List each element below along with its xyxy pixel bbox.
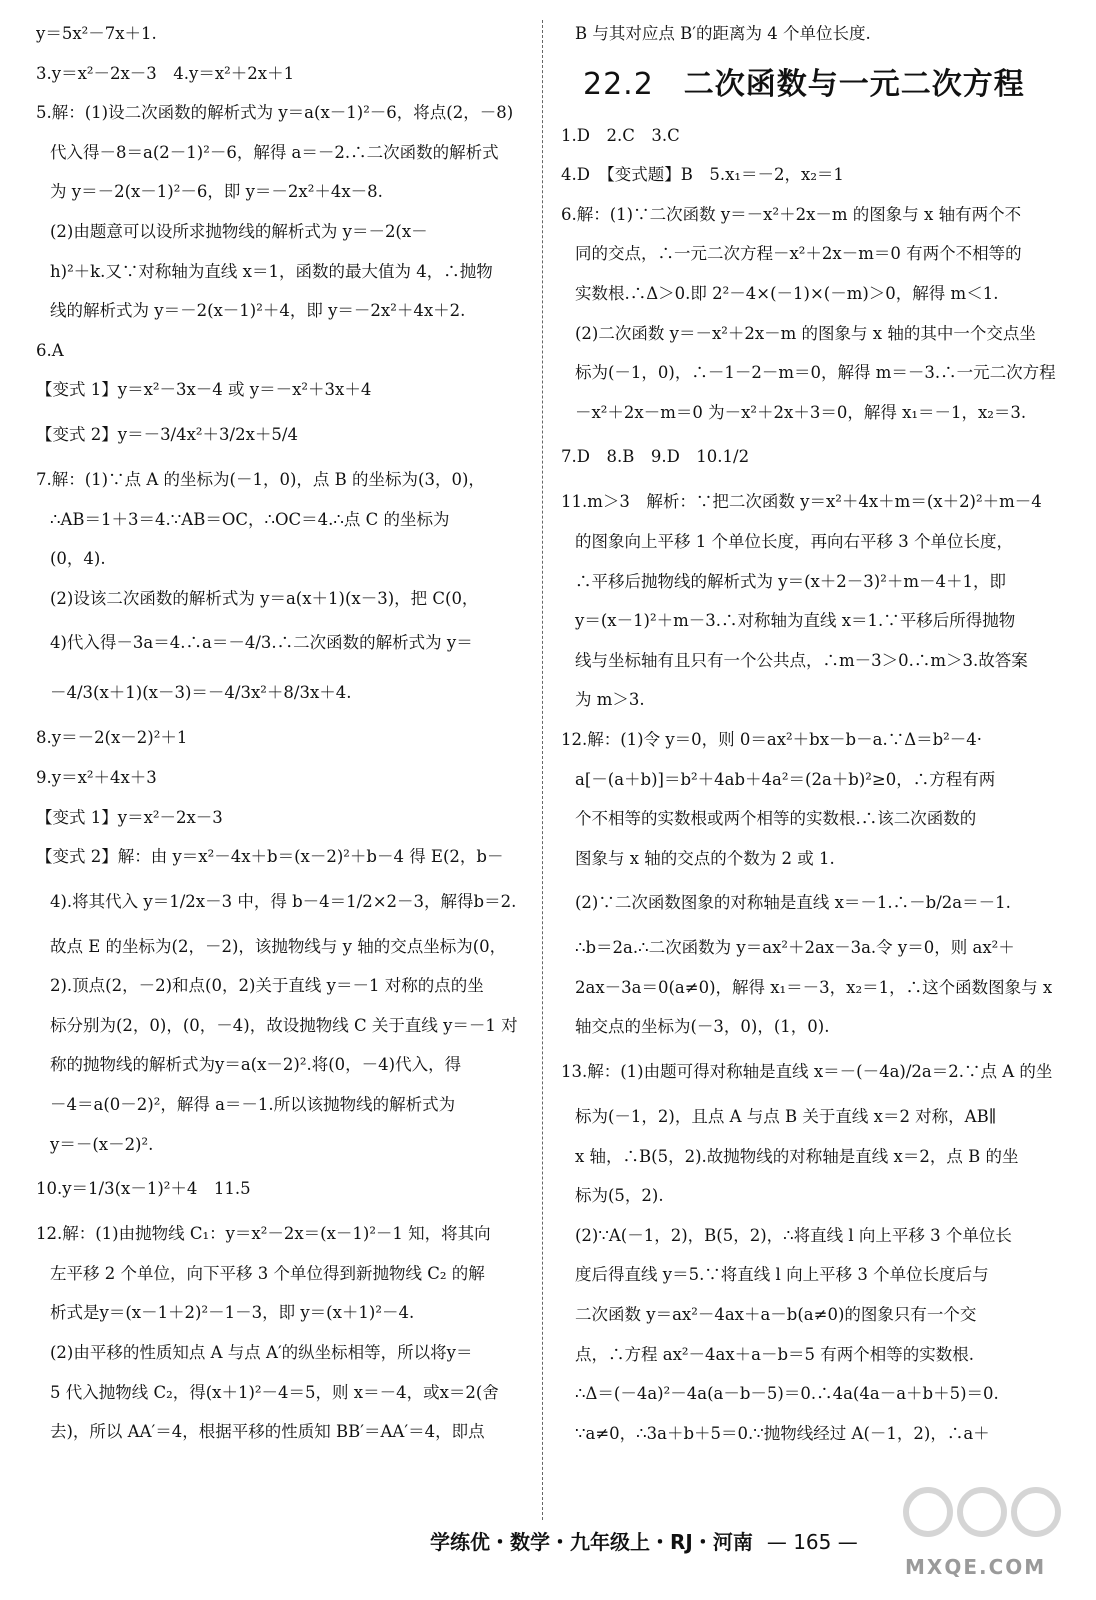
text-line: 度后得直线 y＝5.∵将直线 l 向上平移 3 个单位长度后与 bbox=[575, 1265, 989, 1285]
text-line: 标分别为(2，0)，(0，－4)，故设抛物线 C 关于直线 y＝－1 对 bbox=[50, 1015, 518, 1035]
text-line: 【变式 2】y＝－3/4x²＋3/2x＋5/4 bbox=[36, 424, 298, 444]
text-line: 6.A bbox=[36, 340, 64, 360]
text-line: 5 代入抛物线 C₂，得(x＋1)²－4＝5，则 x＝－4，或x＝2(舍 bbox=[50, 1382, 499, 1402]
text-line: 12.解：(1)令 y＝0，则 0＝ax²＋bx－b－a.∵Δ＝b²－4· bbox=[561, 729, 983, 749]
text-line: (2)由平移的性质知点 A 与点 A′的纵坐标相等，所以将y＝ bbox=[50, 1343, 473, 1363]
text-line: 4).将其代入 y＝1/2x－3 中，得 b－4＝1/2×2－3，解得b＝2. bbox=[50, 891, 517, 911]
text-line: 个不相等的实数根或两个相等的实数根.∴该二次函数的 bbox=[575, 809, 977, 829]
text-line: x 轴，∴B(5，2).故抛物线的对称轴是直线 x＝2，点 B 的坐 bbox=[575, 1146, 1019, 1166]
text-line: (2)由题意可以设所求抛物线的解析式为 y＝－2(x－ bbox=[50, 221, 428, 241]
text-line: 为 m＞3. bbox=[575, 690, 645, 710]
text-line: －4/3(x＋1)(x－3)＝－4/3x²＋8/3x＋4. bbox=[50, 683, 352, 703]
text-line: 同的交点，∴一元二次方程－x²＋2x－m＝0 有两个不相等的 bbox=[575, 244, 1022, 264]
text-line: 去)，所以 AA′＝4，根据平移的性质知 BB′＝AA′＝4，即点 bbox=[50, 1422, 485, 1442]
text-line: －x²＋2x－m＝0 为－x²＋2x＋3＝0，解得 x₁＝－1，x₂＝3. bbox=[575, 402, 1027, 422]
text-line: ∴b＝2a.∴二次函数为 y＝ax²＋2ax－3a.令 y＝0，则 ax²＋ bbox=[575, 938, 1015, 958]
text-line: ∴Δ＝(－4a)²－4a(a－b－5)＝0.∴4a(4a－a＋b＋5)＝0. bbox=[575, 1384, 999, 1404]
text-line: y＝－(x－2)². bbox=[50, 1134, 154, 1154]
text-line: 9.y＝x²＋4x＋3 bbox=[36, 767, 157, 787]
right-column bbox=[561, 14, 1061, 1453]
text-line: 标为(－1，0)，∴－1－2－m＝0，解得 m＝－3.∴一元二次方程 bbox=[575, 363, 1056, 383]
text-line: 2).顶点(2，－2)和点(0，2)关于直线 y＝－1 对称的点的坐 bbox=[50, 976, 484, 996]
text-line: 2ax－3a＝0(a≠0)，解得 x₁＝－3，x₂＝1，∴这个函数图象与 x bbox=[575, 977, 1053, 997]
text-line: 线的解析式为 y＝－2(x－1)²＋4，即 y＝－2x²＋4x＋2. bbox=[50, 301, 466, 321]
text-line: 13.解：(1)由题可得对称轴是直线 x＝－(－4a)/2a＝2.∵点 A 的坐 bbox=[561, 1062, 1053, 1082]
text-line: ∴AB＝1＋3＝4.∵AB＝OC，∴OC＝4.∴点 C 的坐标为 bbox=[50, 509, 450, 529]
text-line: －4＝a(0－2)²，解得 a＝－1.所以该抛物线的解析式为 bbox=[50, 1095, 456, 1115]
left-column bbox=[36, 14, 528, 1452]
text-line: 6.解：(1)∵二次函数 y＝－x²＋2x－m 的图象与 x 轴有两个不 bbox=[561, 204, 1022, 224]
text-line: 左平移 2 个单位，向下平移 3 个单位得到新抛物线 C₂ 的解 bbox=[50, 1263, 485, 1283]
text-line: 8.y＝－2(x－2)²＋1 bbox=[36, 728, 188, 748]
footer-title: 学练优・数学・九年级上・RJ・河南 bbox=[430, 1530, 753, 1554]
text-line: 标为(5，2). bbox=[575, 1186, 664, 1206]
text-line: (2)二次函数 y＝－x²＋2x－m 的图象与 x 轴的其中一个交点坐 bbox=[575, 323, 1036, 343]
text-line: 5.解：(1)设二次函数的解析式为 y＝a(x－1)²－6，将点(2，－8) bbox=[36, 103, 514, 123]
text-line: y＝5x²－7x＋1. bbox=[36, 24, 157, 43]
text-line: 【变式 1】y＝x²－3x－4 或 y＝－x²＋3x＋4 bbox=[36, 380, 372, 400]
text-line: a[－(a＋b)]＝b²＋4ab＋4a²＝(2a＋b)²≥0，∴方程有两 bbox=[575, 769, 996, 789]
text-line: 线与坐标轴有且只有一个公共点，∴m－3＞0.∴m＞3.故答案 bbox=[575, 650, 1028, 670]
section-number: 22.2 bbox=[583, 66, 654, 102]
text-line: (0，4). bbox=[50, 549, 106, 569]
text-line: 4.D 【变式题】B 5.x₁＝－2，x₂＝1 bbox=[561, 165, 844, 185]
text-line: 7.解：(1)∵点 A 的坐标为(－1，0)，点 B 的坐标为(3，0)， bbox=[36, 469, 485, 489]
text-line: 1.D 2.C 3.C bbox=[561, 125, 680, 145]
text-line: (2)∵A(－1，2)，B(5，2)，∴将直线 l 向上平移 3 个单位长 bbox=[575, 1225, 1012, 1245]
text-line: (2)设该二次函数的解析式为 y＝a(x＋1)(x－3)，把 C(0， bbox=[50, 588, 479, 608]
text-line: y＝(x－1)²＋m－3.∴对称轴为直线 x＝1.∵平移后所得抛物 bbox=[575, 611, 1016, 631]
text-line: 12.解：(1)由抛物线 C₁：y＝x²－2x＝(x－1)²－1 知，将其向 bbox=[36, 1224, 491, 1244]
text-line: 二次函数 y＝ax²－4ax＋a－b(a≠0)的图象只有一个交 bbox=[575, 1305, 977, 1325]
section-heading bbox=[561, 54, 1061, 116]
column-divider bbox=[542, 20, 543, 1520]
text-line: 为 y＝－2(x－1)²－6，即 y＝－2x²＋4x－8. bbox=[50, 182, 383, 202]
watermark-text: MXQE.COM bbox=[905, 1555, 1047, 1579]
text-line: 析式是y＝(x－1＋2)²－1－3，即 y＝(x＋1)²－4. bbox=[50, 1303, 415, 1323]
text-line: 的图象向上平移 1 个单位长度，再向右平移 3 个单位长度， bbox=[575, 531, 1013, 551]
text-line: 10.y＝1/3(x－1)²＋4 11.5 bbox=[36, 1179, 251, 1199]
text-line: 4)代入得－3a＝4.∴a＝－4/3.∴二次函数的解析式为 y＝ bbox=[50, 633, 473, 653]
text-line: ∵a≠0，∴3a＋b＋5＝0.∵抛物线经过 A(－1，2)，∴a＋ bbox=[575, 1423, 990, 1443]
text-line: 实数根.∴Δ＞0.即 2²－4×(－1)×(－m)＞0，解得 m＜1. bbox=[575, 283, 999, 303]
text-line: 称的抛物线的解析式为y＝a(x－2)².将(0，－4)代入，得 bbox=[50, 1055, 462, 1075]
text-line: (2)∵二次函数图象的对称轴是直线 x＝－1.∴－b/2a＝－1. bbox=[575, 893, 1011, 913]
text-line: 代入得－8＝a(2－1)²－6，解得 a＝－2.∴二次函数的解析式 bbox=[50, 142, 499, 162]
text-line: B 与其对应点 B′的距离为 4 个单位长度. bbox=[575, 24, 871, 43]
section-title: 二次函数与一元二次方程 bbox=[683, 66, 1025, 102]
text-line: 【变式 2】解：由 y＝x²－4x＋b＝(x－2)²＋b－4 得 E(2，b－ bbox=[36, 847, 504, 867]
text-line: 3.y＝x²－2x－3 4.y＝x²＋2x＋1 bbox=[36, 63, 295, 83]
text-line: ∴平移后抛物线的解析式为 y＝(x＋2－3)²＋m－4＋1，即 bbox=[575, 571, 1006, 591]
text-line: 11.m＞3 解析：∵把二次函数 y＝x²＋4x＋m＝(x＋2)²＋m－4 bbox=[561, 492, 1042, 512]
text-line: 点，∴方程 ax²－4ax＋a－b＝5 有两个相等的实数根. bbox=[575, 1344, 975, 1364]
page-number: — 165 — bbox=[766, 1530, 858, 1554]
text-line: 7.D 8.B 9.D 10.1/2 bbox=[561, 447, 750, 467]
text-line: 故点 E 的坐标为(2，－2)，该抛物线与 y 轴的交点坐标为(0， bbox=[50, 936, 507, 956]
text-line: 轴交点的坐标为(－3，0)，(1，0). bbox=[575, 1017, 830, 1037]
text-line: 【变式 1】y＝x²－2x－3 bbox=[36, 807, 223, 827]
text-line: h)²＋k.又∵对称轴为直线 x＝1，函数的最大值为 4，∴抛物 bbox=[50, 261, 493, 281]
text-line: 图象与 x 轴的交点的个数为 2 或 1. bbox=[575, 848, 835, 868]
text-line: 标为(－1，2)，且点 A 与点 B 关于直线 x＝2 对称，AB∥ bbox=[575, 1107, 997, 1127]
